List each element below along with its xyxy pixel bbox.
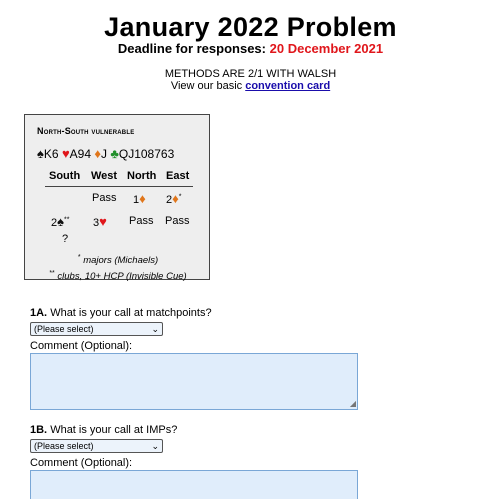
spade-icon: ♠ <box>37 146 44 161</box>
question-1a-label <box>30 307 212 319</box>
auction-header-east: East <box>166 170 190 182</box>
bid-level: 2 <box>166 194 173 206</box>
comment-label-1b: Comment (Optional): <box>30 457 133 469</box>
club-icon: ♣ <box>110 146 119 161</box>
diamond-icon: ♦ <box>172 191 179 206</box>
convention-card-link[interactable]: convention card <box>245 80 331 92</box>
resize-handle-icon[interactable]: ◢ <box>349 399 356 408</box>
auction-header-west: West <box>91 170 118 182</box>
call-select-matchpoints[interactable] <box>30 322 163 336</box>
methods-block <box>0 68 501 92</box>
question-text: What is your call at matchpoints? <box>50 307 212 319</box>
chevron-down-icon: ⌄ <box>151 324 159 334</box>
hand-clubs: QJ108763 <box>118 147 175 161</box>
auction-header-south: South <box>49 170 81 182</box>
convention-line <box>0 80 501 92</box>
question-text: What is your call at IMPs? <box>50 424 178 436</box>
heart-icon: ♥ <box>61 146 70 161</box>
note-text: majors (Michaels) <box>83 255 159 267</box>
note-text: clubs, 10+ HCP (Invisible Cue) <box>57 271 187 283</box>
note-invisible-cue <box>25 267 211 283</box>
auction-notes <box>25 251 211 283</box>
note-mark: * <box>77 254 81 261</box>
bid-level: 1 <box>133 194 140 206</box>
hand <box>37 146 174 161</box>
hand-diamonds: J <box>101 147 107 161</box>
alert-mark: ** <box>64 216 70 224</box>
comment-label-1a: Comment (Optional): <box>30 340 133 352</box>
question-id: 1B. <box>30 424 48 436</box>
bid-level: 2 <box>51 217 58 229</box>
spade-icon: ♠ <box>57 214 65 229</box>
bid-r3-south: ? <box>62 233 69 245</box>
bid-r2-east: Pass <box>165 215 190 227</box>
bid-r2-south <box>51 214 69 229</box>
select-value: (Please select) <box>34 441 94 451</box>
bid-r2-west <box>93 214 107 229</box>
question-1b-label <box>30 424 177 436</box>
call-select-imps[interactable] <box>30 439 163 453</box>
deadline-date: 20 December 2021 <box>269 41 384 56</box>
diamond-icon: ♦ <box>139 191 146 206</box>
question-id: 1A. <box>30 307 48 319</box>
auction-divider <box>45 186 193 187</box>
problem-box <box>24 114 210 283</box>
methods-text: METHODS ARE 2/1 WITH WALSH <box>164 68 337 80</box>
note-mark: ** <box>49 270 55 278</box>
vulnerability-label: North-South vulnerable <box>37 126 135 136</box>
chevron-down-icon: ⌄ <box>151 441 159 451</box>
comment-textarea-1a[interactable] <box>30 353 358 410</box>
comment-textarea-1b[interactable] <box>30 470 358 499</box>
alert-mark: * <box>178 193 182 201</box>
auction-header-north: North <box>127 170 157 182</box>
bid-level: 3 <box>93 217 100 229</box>
hand-hearts: A94 <box>69 147 92 161</box>
select-value: (Please select) <box>34 324 94 334</box>
bid-r1-north <box>133 191 146 206</box>
diamond-icon: ♦ <box>94 146 101 161</box>
bid-r1-west: Pass <box>92 192 117 204</box>
hand-spades: K6 <box>43 147 59 161</box>
page-title: January 2022 Problem <box>104 12 397 42</box>
bid-r1-east <box>166 191 182 206</box>
deadline-line <box>0 41 501 56</box>
note-michaels <box>25 251 211 267</box>
heart-icon: ♥ <box>99 214 107 229</box>
deadline-label: Deadline for responses: <box>117 41 266 56</box>
bid-r2-north: Pass <box>129 215 154 227</box>
view-text: View our basic <box>170 80 243 92</box>
